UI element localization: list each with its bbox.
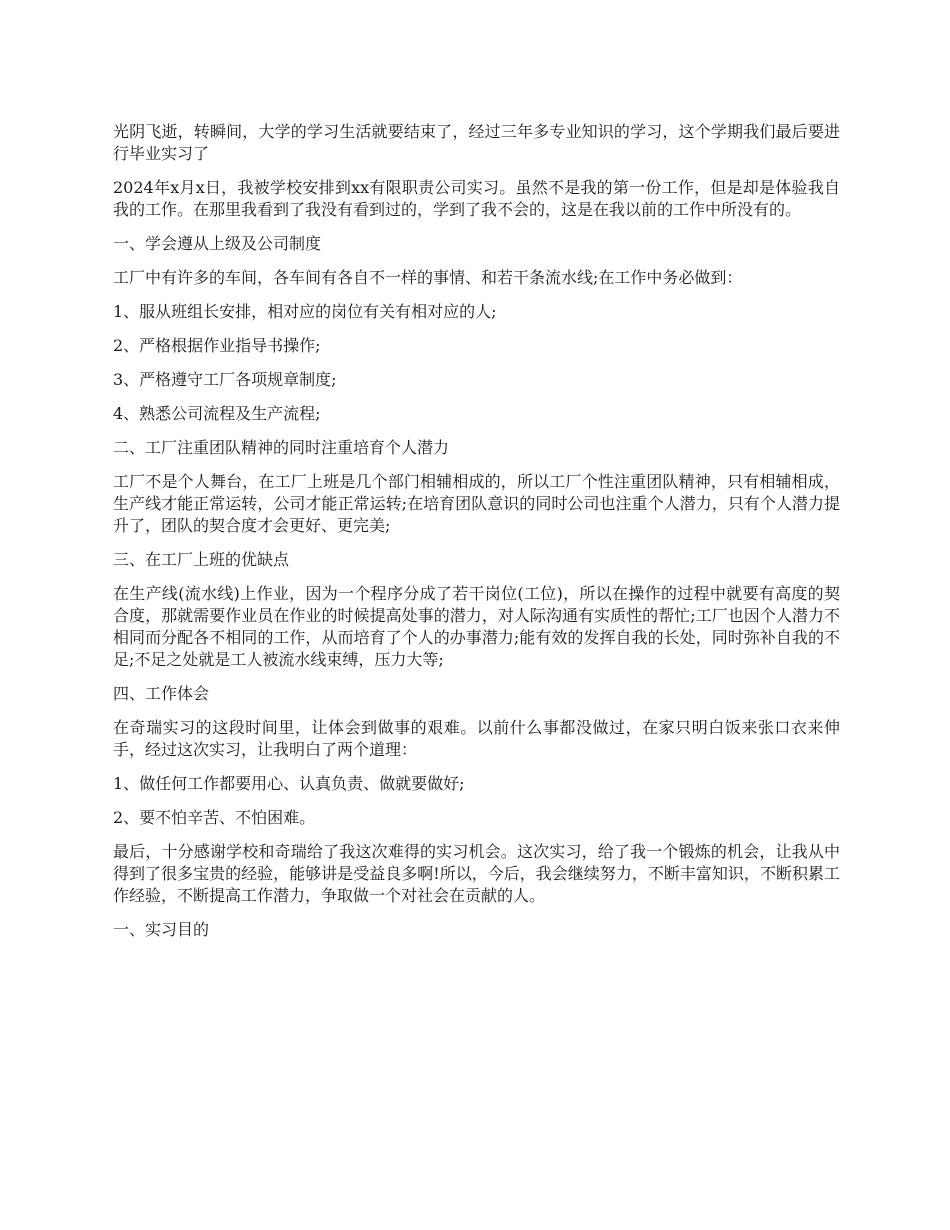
list-item-3: 3、严格遵守工厂各项规章制度;	[113, 370, 337, 389]
experience-paragraph: 在奇瑞实习的这段时间里，让体会到做事的艰难。以前什么事都没做过，在家只明白饭来张口衣来伸手，经过这次实习，让我明白了两个道理：	[113, 718, 840, 759]
section-heading-2: 二、工厂注重团队精神的同时注重培育个人潜力	[113, 438, 450, 457]
workshop-paragraph: 工厂中有许多的车间，各车间有各自不一样的事情、和若干条流水线;在工作中务必做到：	[113, 268, 743, 287]
document-page	[113, 121, 840, 953]
intro-paragraph: 光阴飞逝，转瞬间，大学的学习生活就要结束了，经过三年多专业知识的学习，这个学期我们最后要进行毕业实习了	[113, 122, 840, 163]
section-heading-4: 四、工作体会	[113, 684, 210, 703]
team-spirit-paragraph: 工厂不是个人舞台，在工厂上班是几个部门相辅相成的，所以工厂个性注重团队精神，只有相辅相成，生产线才能正常运转，公司才能正常运转;在培育团队意识的同时公司也注重个人潜力，只有个人潜力提升了，团队的契合度才会更好、更完美;	[113, 472, 840, 535]
closing-paragraph: 最后，十分感谢学校和奇瑞给了我这次难得的实习机会。这次实习，给了我一个锻炼的机会，让我从中得到了很多宝贵的经验，能够讲是受益良多啊!所以，今后，我会继续努力，不断丰富知识，不断积累工作经验，不断提高工作潜力，争取做一个对社会在贡献的人。	[113, 842, 840, 905]
section-heading-3: 三、在工厂上班的优缺点	[113, 550, 290, 569]
lesson-item-1: 1、做任何工作都要用心、认真负责、做就要做好;	[113, 774, 465, 793]
list-item-1: 1、服从班组长安排，相对应的岗位有关有相对应的人;	[113, 302, 497, 321]
internship-start-paragraph: 2024年x月x日，我被学校安排到xx有限职责公司实习。虽然不是我的第一份工作，但是却是体验我自我的工作。在那里我看到了我没有看到过的，学到了我不会的，这是在我以前的工作中所没有的。	[113, 178, 840, 219]
pros-cons-paragraph: 在生产线(流水线)上作业，因为一个程序分成了若干岗位(工位)，所以在操作的过程中就要有高度的契合度，那就需要作业员在作业的时候提高处事的潜力，对人际沟通有实质性的帮忙;工厂也因个人潜力不相同而分配各不相同的工作，从而培育了个人的办事潜力;能有效的发挥自我的长处，同时弥补自我的不足;不足之处就是工人被流水线束缚，压力大等;	[113, 584, 840, 669]
list-item-4: 4、熟悉公司流程及生产流程;	[113, 404, 321, 423]
lesson-item-2: 2、要不怕辛苦、不怕困难。	[113, 808, 316, 827]
list-item-2: 2、严格根据作业指导书操作;	[113, 336, 321, 355]
section-heading-objective: 一、实习目的	[113, 920, 210, 939]
section-heading-1: 一、学会遵从上级及公司制度	[113, 234, 322, 253]
